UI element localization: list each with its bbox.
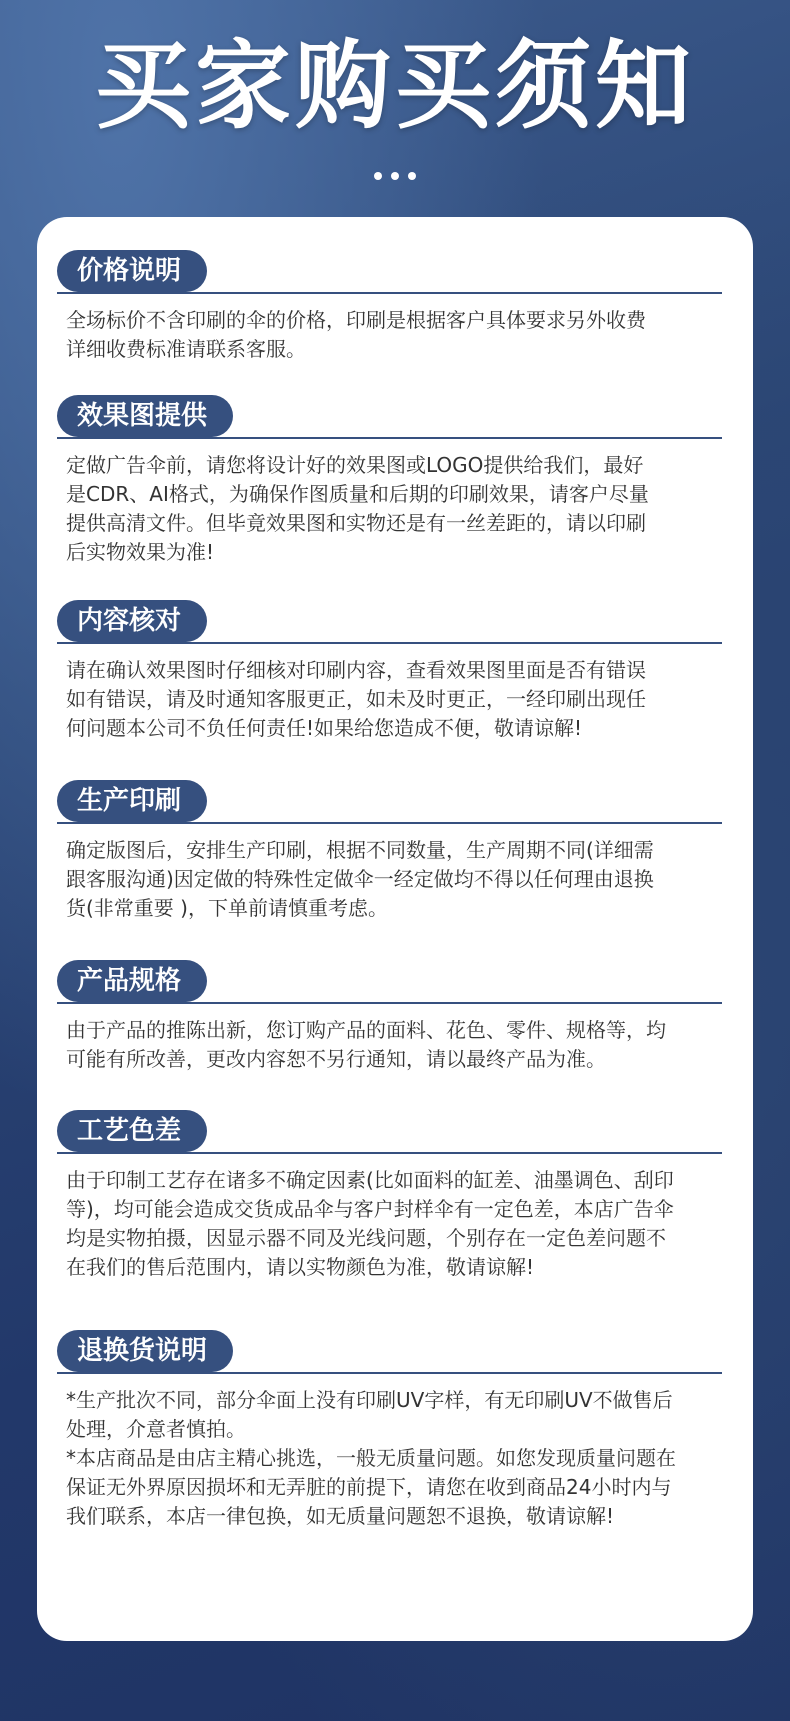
- dot: [374, 172, 382, 180]
- section-design-preview: [57, 395, 722, 567]
- section-returns: [57, 1330, 722, 1531]
- dot: [408, 172, 416, 180]
- header-underline: [57, 292, 722, 294]
- section-heading: 内容核对: [57, 600, 207, 642]
- section-heading: 效果图提供: [57, 395, 233, 437]
- section-content-check: [57, 600, 722, 743]
- section-header: [57, 250, 722, 292]
- section-text: 由于产品的推陈出新，您订购产品的面料、花色、零件、规格等，均 可能有所改善，更改内容恕不另行通知，请以最终产品为准。: [66, 1018, 666, 1071]
- section-specs: [57, 960, 722, 1074]
- section-heading: 产品规格: [57, 960, 207, 1002]
- section-production: [57, 780, 722, 923]
- section-header: [57, 1110, 722, 1152]
- section-heading: 价格说明: [57, 250, 207, 292]
- header-underline: [57, 822, 722, 824]
- section-text: 确定版图后，安排生产印刷，根据不同数量，生产周期不同(详细需 跟客服沟通)因定做的特殊性定做伞一经定做均不得以任何理由退换 货(非常重要 )，下单前请慎重考虑。: [66, 838, 654, 920]
- section-text: *生产批次不同，部分伞面上没有印刷UV字样，有无印刷UV不做售后 处理，介意者慎拍。 *本店商品是由店主精心挑选，一般无质量问题。如您发现质量问题在 保证无外界原因损坏和无弄脏的前提下，请您在收到商品24小时内与 我们联系，本店一律包换，如无质量问题恕不退换，敬请谅解!: [66, 1388, 676, 1528]
- section-header: [57, 780, 722, 822]
- section-text: 由于印制工艺存在诸多不确定因素(比如面料的缸差、油墨调色、刮印 等)，均可能会造成交货成品伞与客户封样伞有一定色差，本店广告伞 均是实物拍摄，因显示器不同及光线问题，个别存在一定色差问题不 在我们的售后范围内，请以实物颜色为准，敬请谅解!: [66, 1168, 674, 1279]
- header-underline: [57, 437, 722, 439]
- header-underline: [57, 1002, 722, 1004]
- section-header: [57, 1330, 722, 1372]
- header-underline: [57, 1152, 722, 1154]
- section-price: [57, 250, 722, 364]
- dot: [391, 172, 399, 180]
- section-header: [57, 395, 722, 437]
- page-title: 买家购买须知: [95, 29, 695, 142]
- section-text: 请在确认效果图时仔细核对印刷内容，查看效果图里面是否有错误 如有错误，请及时通知客服更正，如未及时更正，一经印刷出现任 何问题本公司不负任何责任!如果给您造成不便，敬请谅解!: [66, 658, 646, 740]
- section-header: [57, 960, 722, 1002]
- section-text: 全场标价不含印刷的伞的价格，印刷是根据客户具体要求另外收费 详细收费标准请联系客服。: [66, 308, 646, 361]
- notice-card: [37, 217, 753, 1641]
- header-underline: [57, 642, 722, 644]
- section-heading: 退换货说明: [57, 1330, 233, 1372]
- section-color-diff: [57, 1110, 722, 1282]
- section-text: 定做广告伞前，请您将设计好的效果图或LOGO提供给我们，最好 是CDR、AI格式，为确保作图质量和后期的印刷效果，请客户尽量 提供高清文件。但毕竟效果图和实物还是有一丝差距的，请以印刷 后实物效果为准!: [66, 453, 649, 564]
- section-header: [57, 600, 722, 642]
- title-dots-divider: [0, 172, 790, 180]
- header-underline: [57, 1372, 722, 1374]
- section-heading: 生产印刷: [57, 780, 207, 822]
- section-heading: 工艺色差: [57, 1110, 207, 1152]
